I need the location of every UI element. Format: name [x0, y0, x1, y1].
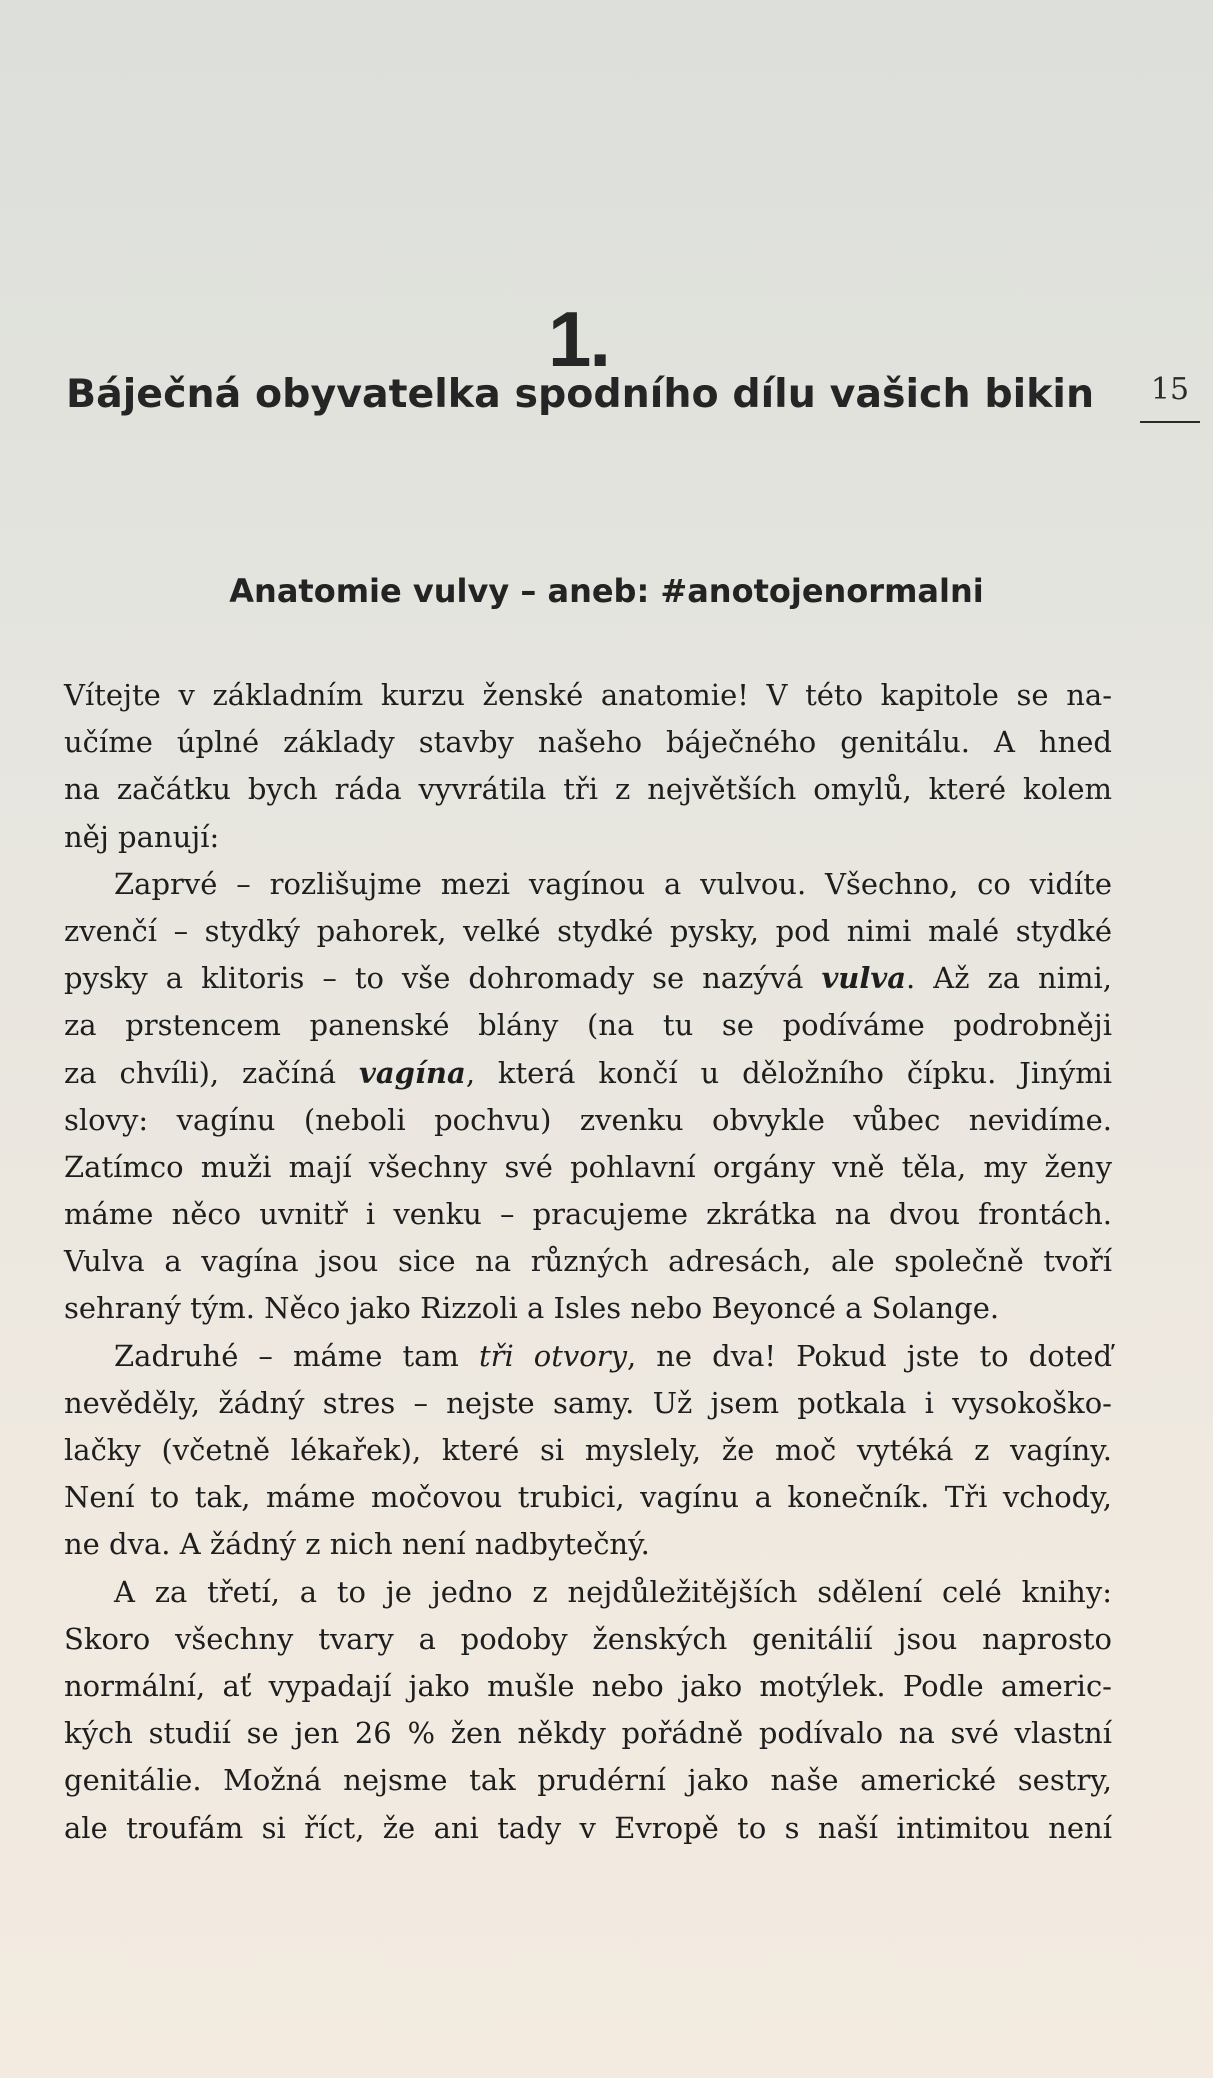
text-line: ale troufám si říct, že ani tady v Evropě to s naší intimitou není [64, 1810, 1112, 1845]
text-line: Vítejte v základním kurzu ženské anatomie! V této kapitole se na- [64, 678, 1112, 712]
text-line: pysky a klitoris – to vše dohromady se nazývá vulva. Až za nimi, [64, 961, 1112, 996]
section-heading: Anatomie vulvy – aneb: #anotojenormalni [229, 572, 984, 610]
emphasis-term: vagína [359, 1055, 466, 1090]
page-number-rule [1140, 421, 1200, 423]
text-line: ne dva. A žádný z nich není nadbytečný. [64, 1527, 650, 1562]
text-line: za chvíli), začíná vagína, která končí u děložního čípku. Jinými [64, 1055, 1113, 1090]
emphasis-term: vulva [821, 961, 907, 996]
chapter-number: 1. [548, 295, 610, 383]
page-number: 15 [1150, 372, 1190, 407]
text-line: Skoro všechny tvary a podoby ženských genitálií jsou naprosto [64, 1621, 1112, 1656]
text-line: Vulva a vagína jsou sice na různých adresách, ale společně tvoří [64, 1244, 1112, 1279]
body-text [64, 672, 1112, 1852]
text-line: A za třetí, a to je jedno z nejdůležitějších sdělení celé knihy: [114, 1574, 1112, 1609]
text-line: lačky (včetně lékařek), které si myslely, že moč vytéká z vagíny. [64, 1433, 1112, 1467]
text-line: normální, ať vypadají jako mušle nebo jako motýlek. Podle americ- [64, 1668, 1112, 1703]
text-line: na začátku bych ráda vyvrátila tři z největších omylů, které kolem [64, 772, 1112, 807]
text-line: učíme úplné základy stavby našeho báječného genitálu. A hned [64, 725, 1112, 760]
text-line: zvenčí – stydký pahorek, velké stydké pysky, pod nimi malé stydké [64, 913, 1112, 948]
text-line: něj panují: [64, 819, 220, 854]
text-line: nevěděly, žádný stres – nejste samy. Už jsem potkala i vysokoško- [64, 1385, 1112, 1420]
text-line: sehraný tým. Něco jako Rizzoli a Isles nebo Beyoncé a Solange. [64, 1291, 1000, 1326]
text-line: kých studií se jen 26 % žen někdy pořádně podívalo na své vlastní [64, 1716, 1112, 1751]
text-line: genitálie. Možná nejsme tak prudérní jako naše americké sestry, [64, 1763, 1112, 1798]
text-line: Není to tak, máme močovou trubici, vagínu a konečník. Tři vchody, [64, 1480, 1112, 1515]
text-line: za prstencem panenské blány (na tu se podíváme podrobněji [64, 1008, 1112, 1043]
italic-term: tři otvory [478, 1338, 627, 1373]
text-line: Zatímco muži mají všechny své pohlavní orgány vně těla, my ženy [64, 1149, 1112, 1184]
text-line: máme něco uvnitř i venku – pracujeme zkrátka na dvou frontách. [64, 1197, 1112, 1232]
chapter-title: Báječná obyvatelka spodního dílu vašich bikin [66, 371, 1095, 417]
text-line: Zadruhé – máme tam tři otvory, ne dva! Pokud jste to doteď [114, 1338, 1113, 1373]
text-line: Zaprvé – rozlišujme mezi vagínou a vulvou. Všechno, co vidíte [114, 866, 1112, 901]
text-line: slovy: vagínu (neboli pochvu) zvenku obvykle vůbec nevidíme. [64, 1102, 1112, 1137]
